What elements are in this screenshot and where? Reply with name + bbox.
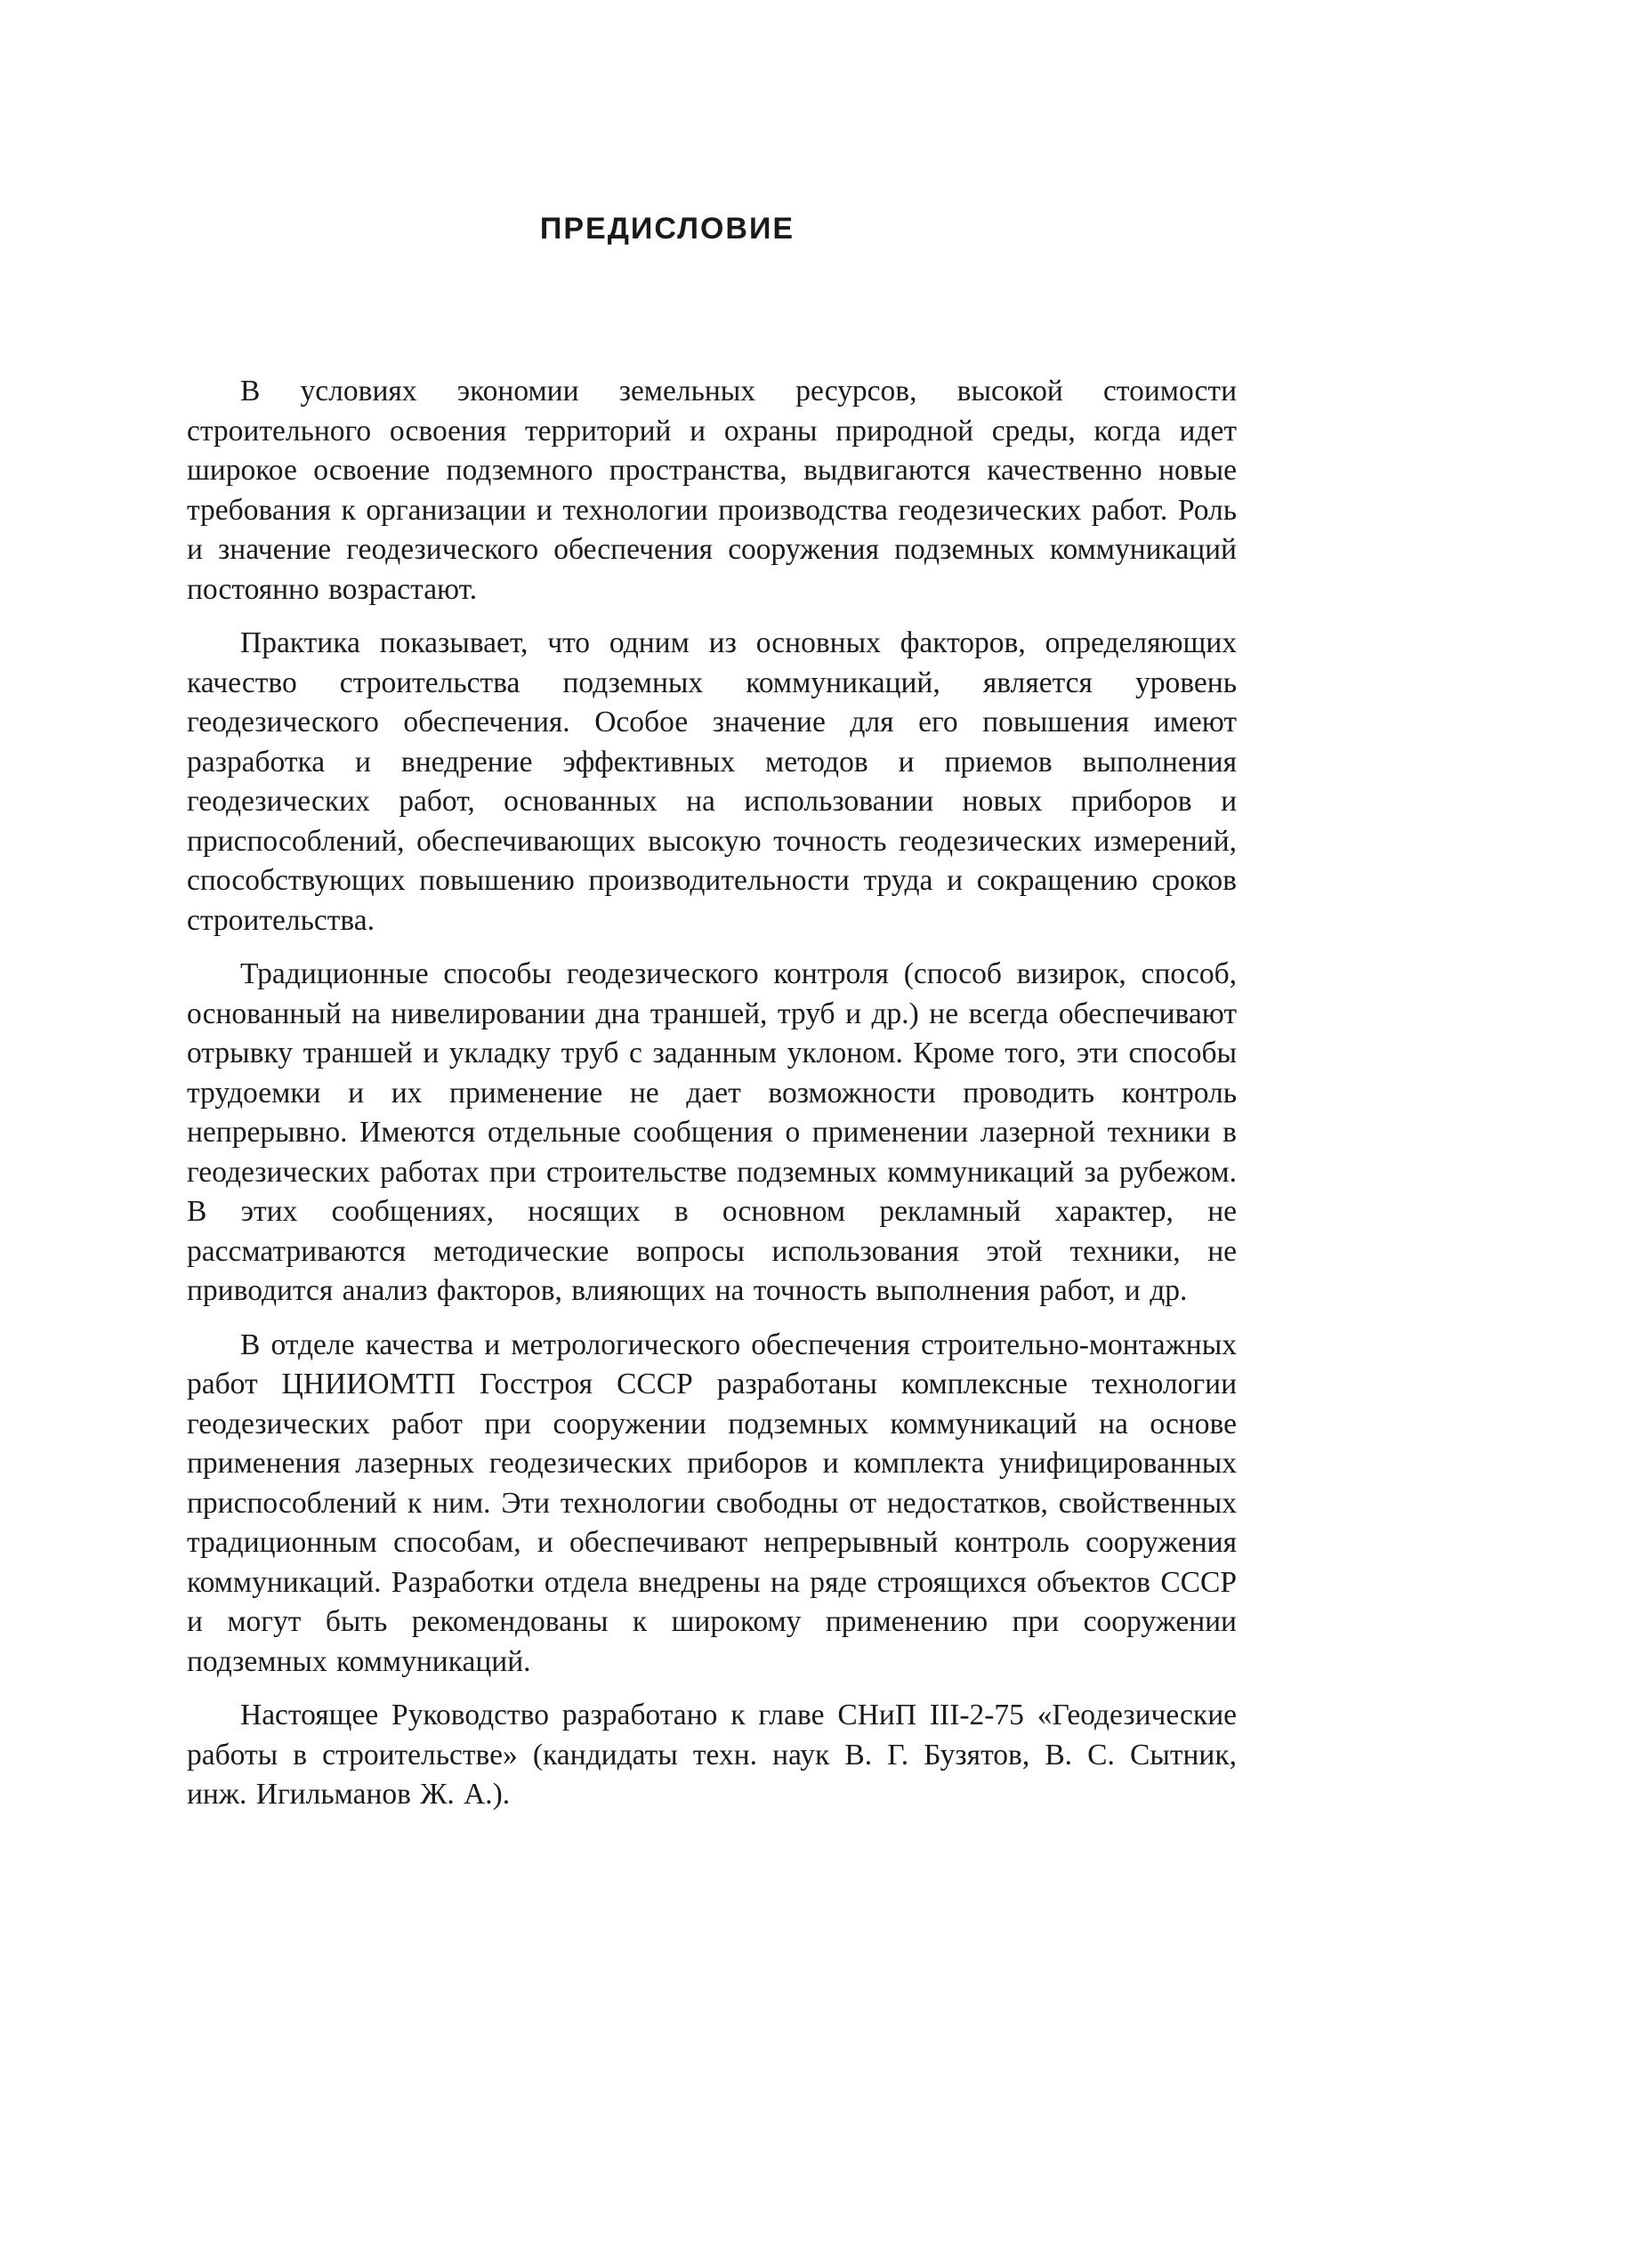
preface-body	[187, 372, 1237, 1815]
page-title: ПРЕДИСЛОВИЕ	[539, 212, 795, 246]
paragraph-5: Настоящее Руководство разработано к главе СНиП III-2-75 «Геодезические работы в строительстве» (кандидаты техн. наук В. Г. Бузятов, В. С. Сытник, инж. Игильманов Ж. А.).	[187, 1699, 1237, 1811]
paragraph-4: В отделе качества и метрологического обеспечения строительно-монтажных работ ЦНИИОМТП Госстроя СССР разработаны комплексные технологии геодезических работ при сооружении подземных коммуникаций на основе применения лазерных геодезических приборов и комплекта унифицированных приспособлений к ним. Эти технологии свободны от недостатков, свойственных традиционным способам, и обеспечивают непрерывный контроль сооружения коммуникаций. Разработки отдела внедрены на ряде строящихся объектов СССР и могут быть рекомендованы к широкому применению при сооружении подземных коммуникаций.	[187, 1328, 1237, 1678]
paragraph-2: Практика показывает, что одним из основных факторов, определяющих качество строительства подземных коммуникаций, является уровень геодезического обеспечения. Особое значение для его повышения имеют разработка и внедрение эффективных методов и приемов выполнения геодезических работ, основанных на использовании новых приборов и приспособлений, обеспечивающих высокую точность геодезических измерений, способствующих повышению производительности труда и сокращению сроков строительства.	[187, 626, 1237, 937]
paragraph-3: Традиционные способы геодезического контроля (способ визирок, способ, основанный на нивелировании дна траншей, труб и др.) не всегда обеспечивают отрывку траншей и укладку труб с заданным уклоном. Кроме того, эти способы трудоемки и их применение не дает возможности проводить контроль непрерывно. Имеются отдельные сообщения о применении лазерной техники в геодезических работах при строительстве подземных коммуникаций за рубежом. В этих сообщениях, носящих в основном рекламный характер, не рассматриваются методические вопросы использования этой техники, не приводится анализ факторов, влияющих на точность выполнения работ, и др.	[187, 957, 1237, 1307]
paragraph-1: В условиях экономии земельных ресурсов, высокой стоимости строительного освоения территорий и охраны природной среды, когда идет широкое освоение подземного пространства, выдвигаются качественно новые требования к организации и технологии производства геодезических работ. Роль и значение геодезического обеспечения сооружения подземных коммуникаций постоянно возрастают.	[187, 375, 1237, 606]
